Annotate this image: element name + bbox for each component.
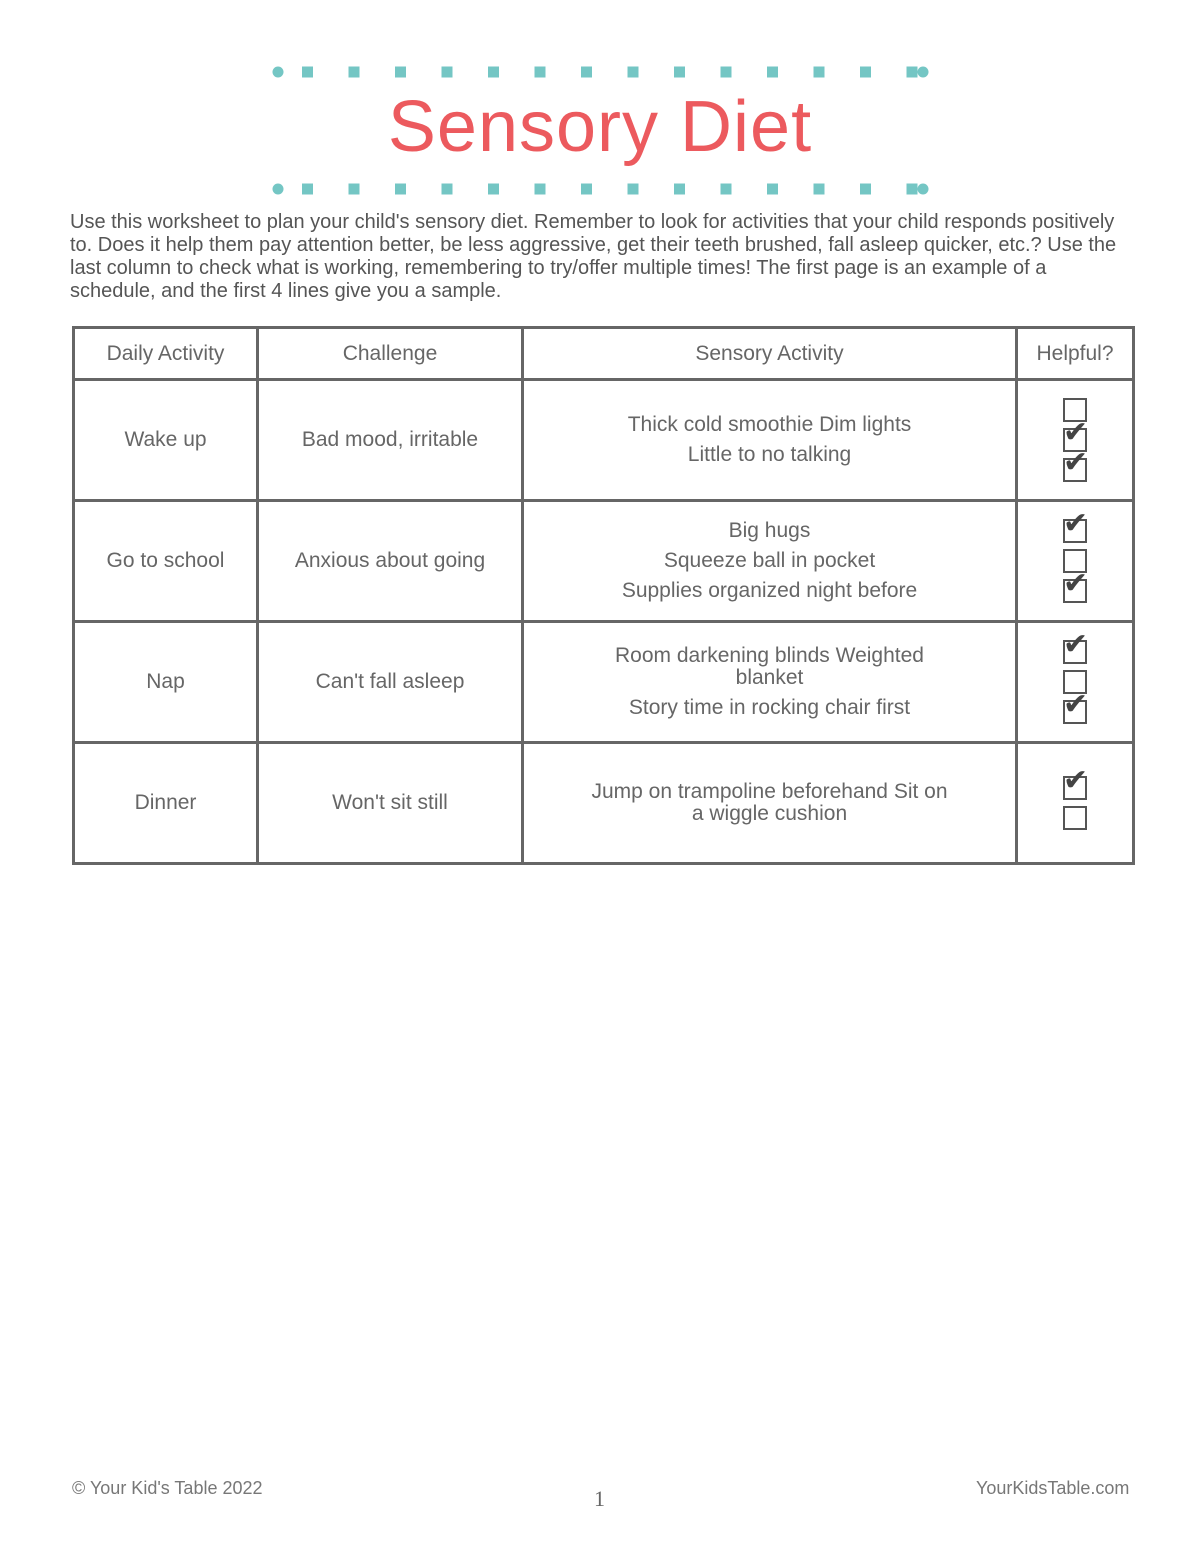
divider-square <box>395 67 406 78</box>
divider-dot <box>918 184 929 195</box>
challenge-cell: Bad mood, irritable <box>258 380 523 501</box>
header-challenge: Challenge <box>258 328 523 380</box>
challenge-cell: Can't fall asleep <box>258 622 523 743</box>
checkmark-icon: ✔ <box>1063 415 1089 450</box>
divider-square <box>814 67 825 78</box>
page-title: Sensory Diet <box>387 87 813 167</box>
sensory-activity-item: Room darkening blinds Weighted blanket <box>615 644 924 689</box>
sensory-activity-item: Big hugs <box>728 519 811 542</box>
checked-checkbox[interactable] <box>1063 506 1089 543</box>
checked-checkbox[interactable] <box>1063 445 1089 482</box>
divider-square <box>488 67 499 78</box>
daily-activity-cell: Wake up <box>74 380 258 501</box>
sensory-activity-item: Jump on trampoline beforehand Sit on a wiggle cushion <box>591 780 948 825</box>
divider-square <box>349 184 360 195</box>
divider-square <box>395 184 406 195</box>
helpful-cell <box>1017 380 1134 501</box>
divider-dot <box>273 184 284 195</box>
checkmark-icon: ✔ <box>1063 627 1089 662</box>
divider-square <box>442 184 453 195</box>
checked-checkbox[interactable] <box>1063 687 1089 724</box>
divider-square <box>721 184 732 195</box>
divider-square <box>907 184 918 195</box>
divider-square <box>581 67 592 78</box>
divider-square <box>581 184 592 195</box>
sensory-diet-table <box>72 326 1135 865</box>
divider-square <box>814 184 825 195</box>
daily-activity-cell: Dinner <box>74 743 258 864</box>
divider-dot <box>273 67 284 78</box>
checked-checkbox[interactable] <box>1063 627 1089 664</box>
divider-square <box>721 67 732 78</box>
checkmark-icon: ✔ <box>1063 763 1089 798</box>
table-row <box>74 622 1134 743</box>
sensory-activity-cell <box>523 501 1017 622</box>
challenge-cell: Won't sit still <box>258 743 523 864</box>
divider-dot <box>918 67 929 78</box>
divider-square <box>674 67 685 78</box>
sensory-activity-item: Little to no talking <box>687 443 852 466</box>
helpful-cell <box>1017 743 1134 864</box>
sensory-activity-item: Story time in rocking chair first <box>628 696 911 719</box>
bottom-dotted-divider <box>272 182 930 196</box>
checked-checkbox[interactable] <box>1063 763 1089 800</box>
intro-paragraph: Use this worksheet to plan your child's sensory diet. Remember to look for activities that your child responds positively to. Does it help them pay attention better, be less aggressive, get their teeth brushed, fall asleep quicker, etc.? Use the last column to check what is working, remembering to try/offer multiple times! The first page is an example of a schedule, and the first 4 lines give you a sample. <box>70 211 1117 302</box>
daily-activity-cell: Go to school <box>74 501 258 622</box>
checkmark-icon: ✔ <box>1063 506 1089 541</box>
top-dotted-divider <box>272 65 930 79</box>
sensory-activity-cell <box>523 622 1017 743</box>
sensory-activity-item: Thick cold smoothie Dim lights <box>627 413 912 436</box>
divider-square <box>767 67 778 78</box>
divider-square <box>302 67 313 78</box>
checkmark-icon: ✔ <box>1063 687 1089 722</box>
divider-square <box>628 184 639 195</box>
divider-square <box>349 67 360 78</box>
helpful-cell <box>1017 501 1134 622</box>
divider-square <box>767 184 778 195</box>
helpful-cell <box>1017 622 1134 743</box>
checkmark-icon: ✔ <box>1063 566 1089 601</box>
header-helpful: Helpful? <box>1017 328 1134 380</box>
table-row <box>74 380 1134 501</box>
header-sensory-activity: Sensory Activity <box>523 328 1017 380</box>
divider-square <box>535 67 546 78</box>
daily-activity-cell: Nap <box>74 622 258 743</box>
table-header-row <box>74 328 1134 380</box>
divider-square <box>628 67 639 78</box>
empty-checkbox[interactable] <box>1063 806 1087 830</box>
table-row <box>74 501 1134 622</box>
footer-copyright: © Your Kid's Table 2022 <box>72 1478 263 1498</box>
checkmark-icon: ✔ <box>1063 445 1089 480</box>
table-row <box>74 743 1134 864</box>
header-daily-activity: Daily Activity <box>74 328 258 380</box>
sensory-activity-cell <box>523 743 1017 864</box>
sensory-activity-item: Squeeze ball in pocket <box>663 549 876 572</box>
checked-checkbox[interactable] <box>1063 566 1089 603</box>
challenge-cell: Anxious about going <box>258 501 523 622</box>
divider-square <box>860 184 871 195</box>
divider-square <box>442 67 453 78</box>
divider-square <box>488 184 499 195</box>
divider-square <box>302 184 313 195</box>
sensory-activity-cell <box>523 380 1017 501</box>
divider-square <box>860 67 871 78</box>
divider-square <box>535 184 546 195</box>
footer-site: YourKidsTable.com <box>976 1478 1130 1498</box>
footer-page-number: 1 <box>594 1486 605 1511</box>
sensory-activity-item: Supplies organized night before <box>621 579 918 602</box>
divider-square <box>674 184 685 195</box>
divider-square <box>907 67 918 78</box>
